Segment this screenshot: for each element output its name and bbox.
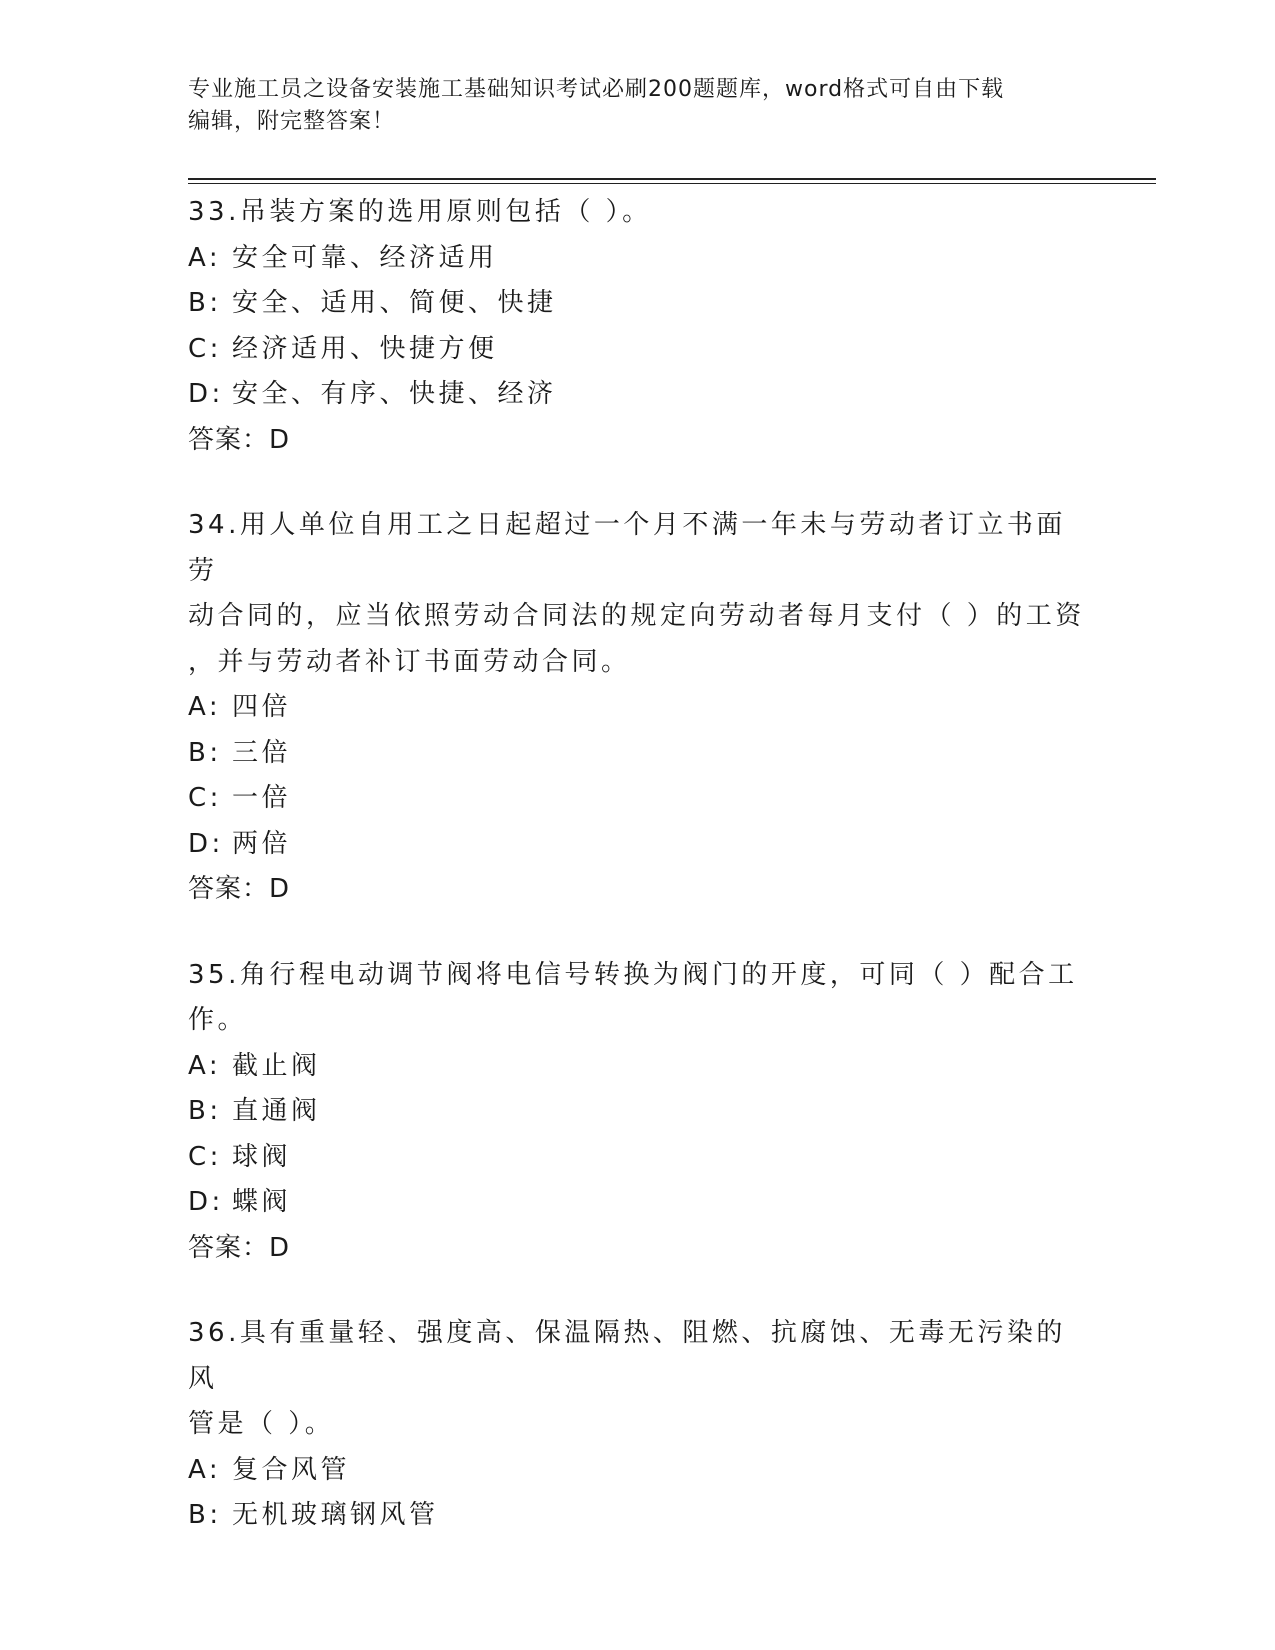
option-text: 经济适用、快捷方便 [232, 333, 498, 364]
option-letter: D: [188, 379, 224, 409]
option-letter: B: [188, 288, 222, 318]
option-letter: B: [188, 1500, 222, 1530]
option-text: 四倍 [232, 692, 292, 722]
question-stem: 33.吊装方案的选用原则包括（ ）。 [188, 197, 652, 227]
option-a [188, 1044, 1088, 1090]
option-b [188, 1089, 1088, 1135]
header-line-2: 编辑，附完整答案！ [188, 109, 396, 134]
answer-line: 答案：D [188, 424, 291, 455]
option-b [188, 1493, 1088, 1539]
option-letter: C: [188, 1141, 222, 1172]
option-text: 三倍 [232, 737, 292, 768]
option-letter: A: [188, 692, 222, 722]
option-text: 两倍 [232, 828, 292, 859]
option-letter: D: [188, 828, 224, 859]
document-header [188, 74, 1068, 138]
option-text: 无机玻璃钢风管 [232, 1500, 439, 1530]
option-c [188, 776, 1088, 822]
answer-line: 答案：D [188, 1232, 291, 1263]
option-c [188, 327, 1088, 373]
option-a [188, 236, 1088, 282]
option-letter: A: [188, 1050, 222, 1081]
option-d [188, 372, 1088, 418]
question-33 [188, 190, 1088, 463]
header-divider-thin [188, 183, 1156, 184]
question-stem-line: 35.角行程电动调节阀将电信号转换为阀门的开度，可同（ ）配合工 [188, 959, 1078, 990]
question-35 [188, 953, 1088, 1272]
option-d [188, 822, 1088, 868]
option-a [188, 1448, 1088, 1494]
question-34 [188, 503, 1088, 913]
header-line-1: 专业施工员之设备安装施工基础知识考试必刷200题题库，word格式可自由下载 [188, 77, 1005, 102]
option-letter: C: [188, 333, 222, 364]
option-b [188, 731, 1088, 777]
option-letter: A: [188, 1454, 222, 1485]
option-text: 复合风管 [232, 1454, 351, 1485]
option-letter: A: [188, 242, 222, 273]
option-text: 安全可靠、经济适用 [232, 242, 498, 273]
question-stem-line: 动合同的，应当依照劳动合同法的规定向劳动者每月支付（ ）的工资 [188, 601, 1085, 631]
question-stem-line: 管是（ ）。 [188, 1409, 335, 1439]
question-stem-line: 作。 [188, 1005, 248, 1035]
option-text: 安全、有序、快捷、经济 [232, 379, 557, 409]
question-stem-line: ，并与劳动者补订书面劳动合同。 [188, 646, 631, 677]
option-text: 安全、适用、简便、快捷 [232, 288, 557, 318]
option-letter: B: [188, 1096, 222, 1126]
option-text: 直通阀 [232, 1096, 321, 1126]
option-text: 一倍 [232, 783, 292, 813]
question-36 [188, 1311, 1088, 1539]
option-b [188, 281, 1088, 327]
option-letter: B: [188, 737, 222, 768]
option-a [188, 685, 1088, 731]
question-stem-line: 36.具有重量轻、强度高、保温隔热、阻燃、抗腐蚀、无毒无污染的风 [188, 1318, 1066, 1394]
option-text: 截止阀 [232, 1050, 321, 1081]
option-letter: C: [188, 783, 222, 813]
option-text: 球阀 [232, 1141, 292, 1172]
question-list [188, 190, 1088, 1579]
option-d [188, 1180, 1088, 1226]
header-divider-thick [188, 178, 1156, 180]
option-c [188, 1135, 1088, 1181]
option-letter: D: [188, 1187, 224, 1217]
question-stem-line: 34.用人单位自用工之日起超过一个月不满一年未与劳动者订立书面劳 [188, 510, 1066, 586]
option-text: 蝶阀 [232, 1187, 292, 1217]
answer-line: 答案：D [188, 874, 291, 904]
